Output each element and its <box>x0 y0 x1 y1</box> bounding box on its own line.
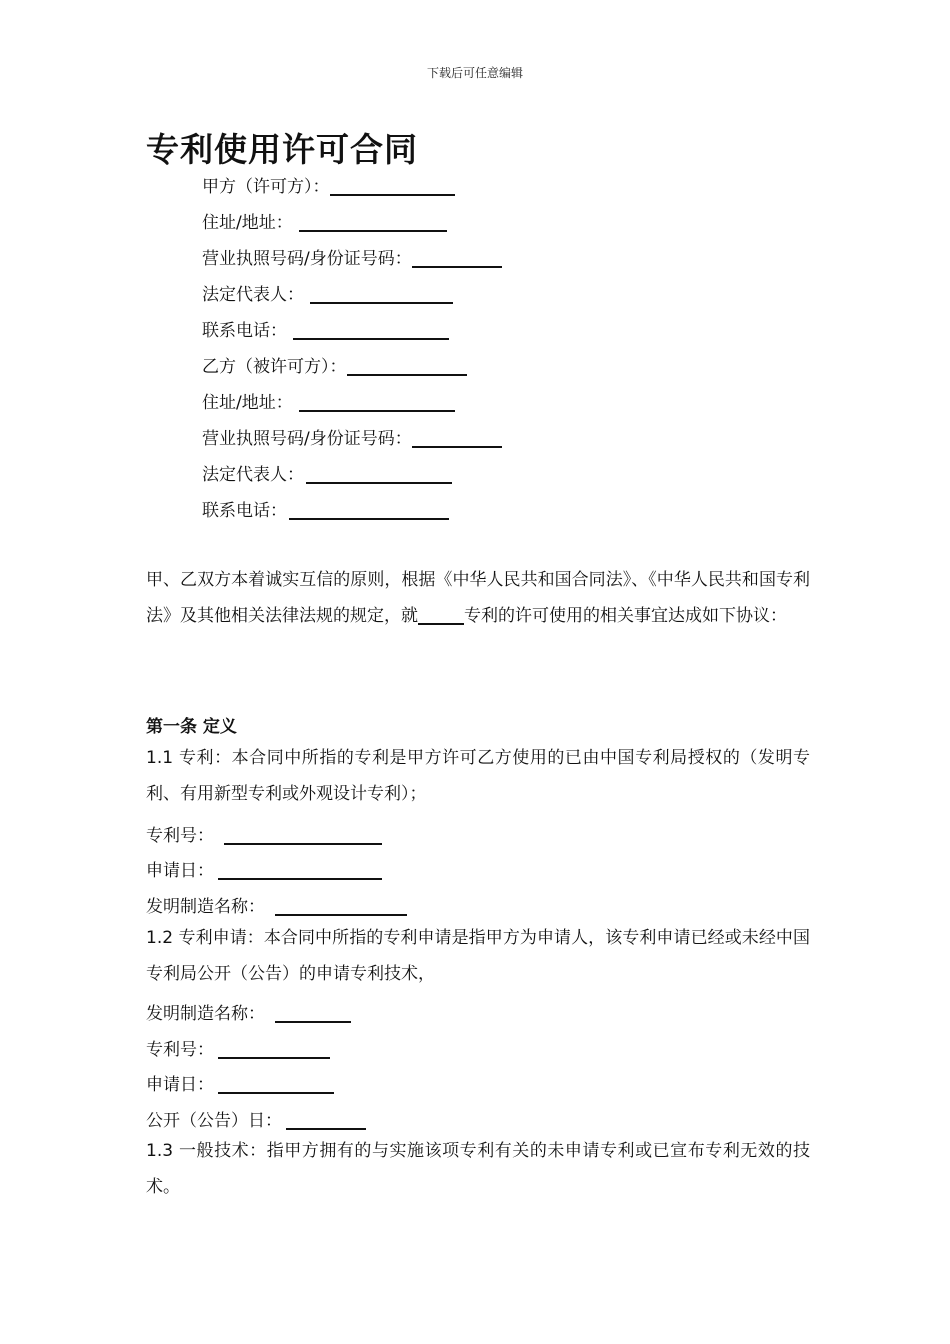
clause-1-1-invention-name-row <box>146 892 407 917</box>
party-b-phone-row <box>202 493 449 529</box>
clause-1-2-publish-date-label: 公开（公告）日： <box>146 1111 282 1131</box>
party-a-name-field[interactable] <box>330 176 455 196</box>
clause-1-2-patent-no-field[interactable] <box>218 1039 330 1059</box>
party-b-phone-label: 联系电话： <box>202 501 287 521</box>
intro-paragraph <box>146 562 810 634</box>
clause-1-2-patent-no-label: 专利号： <box>146 1040 214 1060</box>
clause-1-2-invention-name-field[interactable] <box>275 1003 351 1023</box>
party-b-name-field[interactable] <box>347 356 467 376</box>
patent-name-field[interactable] <box>418 605 464 625</box>
intro-text-before: 甲、乙双方本着诚实互信的原则，根据《中华人民共和国合同法》、《中华人民共和国专利法》及其他相关法律法规的规定，就 <box>146 570 810 626</box>
party-b-phone-field[interactable] <box>289 500 449 520</box>
clause-1-2-invention-name-row <box>146 999 351 1024</box>
party-b-legal-rep-row <box>202 457 452 493</box>
party-a-license-field[interactable] <box>412 248 502 268</box>
clause-1-1-invention-name-field[interactable] <box>275 896 407 916</box>
party-a-phone-label: 联系电话： <box>202 321 287 341</box>
party-b-legal-rep-label: 法定代表人： <box>202 465 304 485</box>
party-a-address-field[interactable] <box>299 212 447 232</box>
clause-1-3: 1.3 一般技术：指甲方拥有的与实施该项专利有关的未申请专利或已宣布专利无效的技术。 <box>146 1141 810 1197</box>
clause-1-2-publish-date-field[interactable] <box>286 1110 366 1130</box>
party-a-phone-row <box>202 313 449 349</box>
party-a-license-row <box>202 241 502 277</box>
party-b-address-row <box>202 385 455 421</box>
clause-1-1-invention-name-label: 发明制造名称： <box>146 897 265 917</box>
intro-text-after: 专利的许可使用的相关事宜达成如下协议： <box>464 606 787 626</box>
clause-1-1-patent-no-field[interactable] <box>224 825 382 845</box>
article-1-heading: 第一条 定义 <box>146 717 237 737</box>
party-b-license-row <box>202 421 502 457</box>
header-note: 下载后可任意编辑 <box>426 66 523 80</box>
party-b-legal-rep-field[interactable] <box>306 464 452 484</box>
clause-1-2-invention-name-label: 发明制造名称： <box>146 1004 265 1024</box>
party-a-address-label: 住址/地址： <box>202 213 293 233</box>
clause-1-2: 1.2 专利申请：本合同中所指的专利申请是指甲方为申请人，该专利申请已经或未经中国专利局公开（公告）的申请专利技术， <box>146 928 810 984</box>
clause-1-2-apply-date-row <box>146 1070 334 1095</box>
clause-1-1-apply-date-field[interactable] <box>218 860 382 880</box>
party-a-address-row <box>202 205 447 241</box>
clause-1-2-apply-date-field[interactable] <box>218 1074 334 1094</box>
party-b-license-field[interactable] <box>412 428 502 448</box>
party-b-address-field[interactable] <box>299 392 455 412</box>
clause-1-1-apply-date-row <box>146 856 382 881</box>
clause-1-2-apply-date-label: 申请日： <box>146 1075 214 1095</box>
clause-1-1-patent-no-row <box>146 821 382 846</box>
clause-1-2-patent-no-row <box>146 1035 330 1060</box>
party-a-legal-rep-row <box>202 277 453 313</box>
clause-1-2-publish-date-row <box>146 1106 366 1131</box>
document-title: 专利使用许可合同 <box>146 130 418 169</box>
party-b-license-label: 营业执照号码/身份证号码： <box>202 429 412 449</box>
party-a-label-row <box>202 169 455 205</box>
party-a-phone-field[interactable] <box>293 320 449 340</box>
clause-1-1: 1.1 专利：本合同中所指的专利是甲方许可乙方使用的已由中国专利局授权的（发明专利、有用新型专利或外观设计专利）； <box>146 748 810 804</box>
party-a-license-label: 营业执照号码/身份证号码： <box>202 249 412 269</box>
clause-1-1-patent-no-label: 专利号： <box>146 826 214 846</box>
party-b-address-label: 住址/地址： <box>202 393 293 413</box>
party-a-legal-rep-field[interactable] <box>310 284 453 304</box>
party-b-label-row <box>202 349 467 385</box>
clause-1-1-apply-date-label: 申请日： <box>146 861 214 881</box>
party-a-legal-rep-label: 法定代表人： <box>202 285 304 305</box>
party-a-label: 甲方（许可方）： <box>202 177 330 197</box>
party-b-label: 乙方（被许可方）： <box>202 357 347 377</box>
